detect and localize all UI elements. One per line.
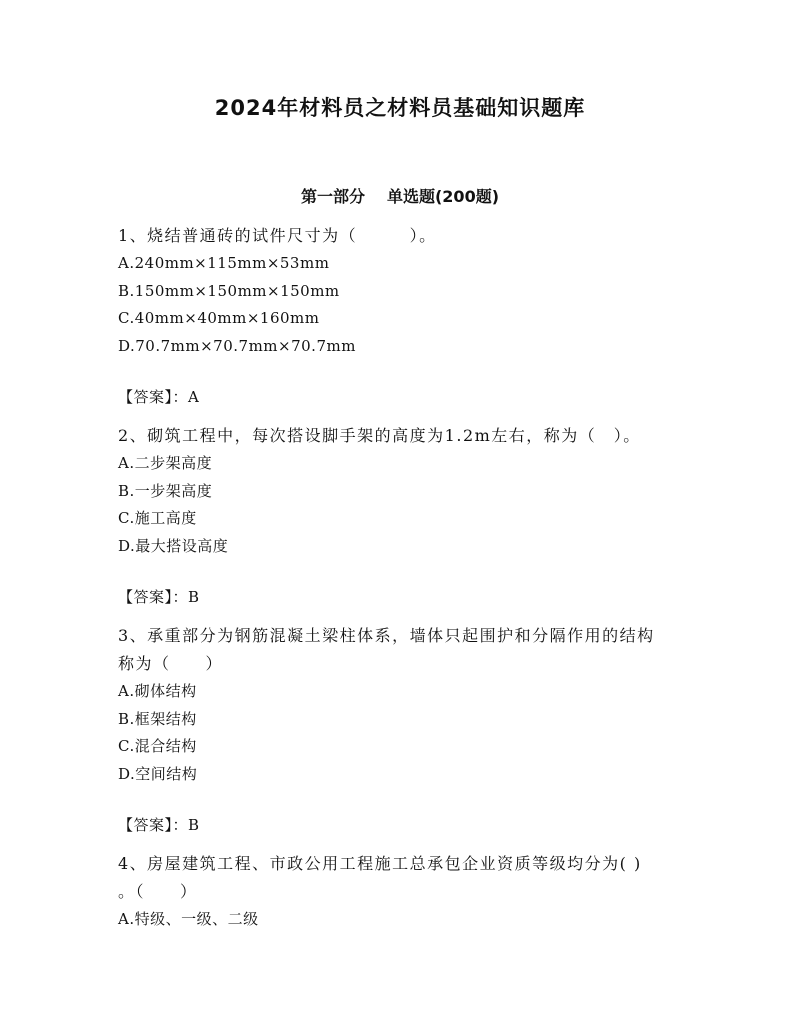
answer-value: B [188, 588, 200, 606]
section-name: 单选题(200题) [386, 187, 500, 206]
option-a: A.240mm×115mm×53mm [118, 254, 330, 272]
question-stem: 4、房屋建筑工程、市政公用工程施工总承包企业资质等级均分为( ) [118, 854, 642, 873]
question-stem: 1、烧结普通砖的试件尺寸为（ ）。 [118, 226, 437, 245]
option-d: D.空间结构 [118, 764, 198, 783]
option-b: B.框架结构 [118, 709, 197, 728]
question-stem: 3、承重部分为钢筋混凝土梁柱体系，墙体只起围护和分隔作用的结构 [118, 626, 655, 645]
question-1 [118, 222, 688, 411]
question-stem: 2、砌筑工程中，每次搭设脚手架的高度为1.2m左右，称为（ ）。 [118, 426, 641, 445]
option-b: B.一步架高度 [118, 481, 213, 500]
section-heading [0, 184, 800, 207]
option-c: C.施工高度 [118, 509, 197, 527]
answer-label: 【答案】： [118, 588, 189, 606]
question-2 [118, 422, 688, 611]
option-d: D.最大搭设高度 [118, 536, 229, 555]
answer-value: A [188, 388, 200, 406]
answer-label: 【答案】： [118, 816, 189, 834]
option-a: A.二步架高度 [118, 454, 213, 472]
answer-line [118, 383, 688, 411]
answer-label: 【答案】： [118, 388, 189, 406]
question-3 [118, 622, 688, 839]
section-part: 第一部分 [300, 187, 365, 206]
question-stem-continued: 。（ ） [118, 882, 198, 901]
option-b: B.150mm×150mm×150mm [118, 281, 340, 300]
option-d: D.70.7mm×70.7mm×70.7mm [118, 336, 356, 355]
answer-line [118, 811, 688, 839]
document-title: 2024年材料员之材料员基础知识题库 [214, 96, 586, 120]
question-stem-continued: 称为（ ） [118, 654, 224, 673]
question-4 [118, 850, 688, 934]
option-c: C.混合结构 [118, 737, 197, 755]
question-list [118, 222, 688, 934]
answer-line [118, 583, 688, 611]
option-a: A.砌体结构 [118, 682, 197, 700]
answer-value: B [188, 816, 200, 834]
option-a: A.特级、一级、二级 [118, 910, 259, 928]
option-c: C.40mm×40mm×160mm [118, 309, 320, 327]
